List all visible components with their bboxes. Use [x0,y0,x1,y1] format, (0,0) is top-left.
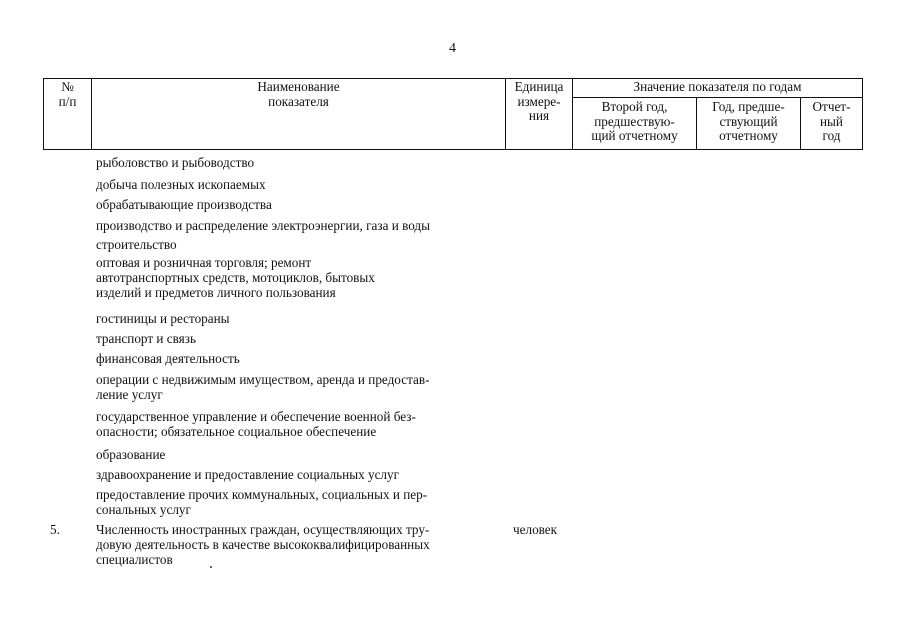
header-unit-line: Единица [514,79,564,94]
row-line: здравоохранение и предоставление социальных услуг [96,467,400,482]
row-line: транспорт и связь [96,331,196,346]
row-line: государственное управление и обеспечение военной без- [96,409,416,424]
row-line: гостиницы и рестораны [96,311,230,326]
row-line: операции с недвижимым имуществом, аренда и предостав- [96,372,430,387]
header-number-line: № [61,79,74,94]
table-row [96,487,496,517]
row-line: специалистов [96,552,173,567]
scan-speck [210,566,212,568]
table-row [96,311,496,326]
row-line: опасности; обязательное социальное обеспечение [96,424,377,439]
row-number: 5. [50,522,60,537]
header-number-line: п/п [58,93,77,109]
header-previous-year-line: отчетному [719,128,778,144]
table-row [96,255,496,300]
row-line: обрабатывающие производства [96,197,272,212]
header-name-line: показателя [268,93,329,109]
table-row [96,351,496,366]
row-line: изделий и предметов личного пользования [96,285,336,300]
header-values-group-label: Значение показателя по годам [633,79,802,94]
table-row [96,467,496,482]
row-line: рыболовство и рыбоводство [96,155,255,170]
row-line: образование [96,447,166,462]
table-row [96,237,496,252]
header-report-year-line: ный [820,113,843,129]
row-line: строительство [96,237,177,252]
row-line: финансовая деятельность [96,351,240,366]
page-number: 4 [449,41,456,56]
header-second-year-line: щий отчетному [591,128,678,144]
header-second-year-line: Второй год, [601,99,668,114]
row-line: довую деятельность в качестве высококвалифицированных [96,537,430,552]
header-previous-year-line: ствующий [719,113,778,129]
header-name-line: Наименование [257,79,340,94]
header-report-year-line: Отчет- [812,99,851,114]
row-line: производство и распределение электроэнергии, газа и воды [96,218,431,233]
header-second-year-line: предшествую- [594,113,675,129]
row-line: ление услуг [96,387,163,402]
row-line: добыча полезных ископаемых [96,177,266,192]
row-line: оптовая и розничная торговля; ремонт [96,255,312,270]
table-row [96,447,496,462]
table-row [96,197,496,212]
row-line: предоставление прочих коммунальных, социальных и пер- [96,487,428,502]
header-previous-year-line: Год, предше- [712,99,785,114]
row-line: автотранспортных средств, мотоциклов, бытовых [96,270,375,285]
table-row [96,372,496,402]
header-unit-line: ния [528,108,550,124]
header-unit-line: измере- [517,93,561,109]
table-row [96,177,496,192]
table-row [96,522,496,567]
row-line: сональных услуг [96,502,191,517]
header-report-year-line: год [822,128,841,144]
table-row [96,155,496,170]
table-row [96,409,496,439]
table-row [96,331,496,346]
row-unit: человек [513,522,558,537]
row-line: Численность иностранных граждан, осуществляющих тру- [96,522,430,537]
table-row [96,218,496,233]
